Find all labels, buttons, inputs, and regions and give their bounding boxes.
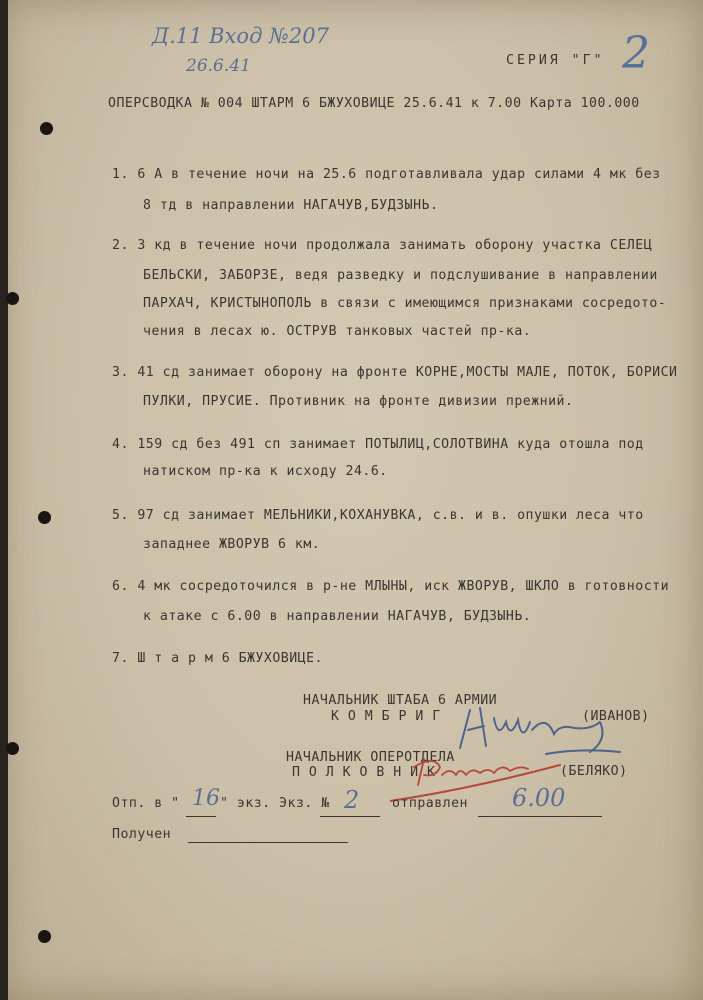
ops-chief-name: (БЕЛЯКО) bbox=[560, 764, 628, 779]
binding-hole bbox=[6, 742, 19, 755]
footer-printed-prefix: Отп. в " bbox=[112, 796, 180, 811]
footer-copies: 16 bbox=[192, 786, 220, 811]
paragraph-line: 5. 97 сд занимает МЕЛЬНИКИ,КОХАНУВКА, с.в. и в. опушки леса что bbox=[112, 508, 644, 523]
paragraph-line: ПУЛКИ, ПРУСИЕ. Противник на фронте дивизии прежний. bbox=[143, 394, 574, 409]
binding-hole bbox=[38, 930, 51, 943]
copy-no-underline bbox=[320, 816, 380, 817]
paragraph-line: 6. 4 мк сосредоточился в р-не МЛЫНЫ, иск ЖВОРУВ, ШКЛО в готовности bbox=[112, 579, 670, 594]
paragraph-line: чения в лесах ю. ОСТРУВ танковых частей пр-ка. bbox=[143, 324, 532, 339]
paragraph-line: 4. 159 сд без 491 сп занимает ПОТЫЛИЦ,СОЛОТВИНА куда отошла под bbox=[112, 437, 644, 452]
chief-of-staff-name: (ИВАНОВ) bbox=[582, 709, 650, 724]
copies-underline bbox=[186, 816, 216, 817]
series-label: СЕРИЯ "Г" bbox=[506, 53, 605, 68]
sent-time-underline bbox=[478, 816, 602, 817]
paragraph-line: 8 тд в направлении НАГАЧУВ,БУДЗЫНЬ. bbox=[143, 198, 439, 213]
paragraph-line: 3. 41 сд занимает оборону на фронте КОРНЕ,МОСТЫ МАЛЕ, ПОТОК, БОРИСИ bbox=[112, 365, 678, 380]
paragraph-line: 2. 3 кд в течение ночи продолжала занимать оборону участка СЕЛЕЦ bbox=[112, 238, 653, 253]
received-blank-line bbox=[188, 842, 348, 843]
ops-chief-title: НАЧАЛЬНИК ОПЕРОТДЕЛА bbox=[286, 750, 455, 765]
report-header: ОПЕРСВОДКА № 004 ШТАРМ 6 БЖУХОВИЦЕ 25.6.41 к 7.00 Карта 100.000 bbox=[108, 96, 640, 111]
footer-sent-label: отправлен bbox=[392, 796, 468, 811]
page-torn-edge bbox=[0, 0, 8, 1000]
series-number: 2 bbox=[622, 28, 650, 79]
paragraph-line: БЕЛЬСКИ, ЗАБОРЗЕ, ведя разведку и подслушивание в направлении bbox=[143, 268, 658, 283]
archive-note-line1: Д.11 Вход №207 bbox=[152, 24, 330, 48]
paragraph-line: к атаке с 6.00 в направлении НАГАЧУВ, БУДЗЫНЬ. bbox=[143, 609, 532, 624]
paragraph-line: натиском пр-ка к исходу 24.6. bbox=[143, 464, 388, 479]
footer-copy-no: 2 bbox=[344, 786, 360, 814]
binding-hole bbox=[38, 511, 51, 524]
archive-note-line2: 26.6.41 bbox=[186, 56, 251, 76]
footer-sent-time: 6.00 bbox=[512, 784, 566, 812]
paragraph-line: западнее ЖВОРУВ 6 км. bbox=[143, 537, 321, 552]
chief-of-staff-title: НАЧАЛЬНИК ШТАБА 6 АРМИИ bbox=[303, 693, 498, 708]
footer-printed-mid: " экз. Экз. № bbox=[220, 796, 330, 811]
footer-received-label: Получен bbox=[112, 827, 172, 842]
paragraph-line: ПАРХАЧ, КРИСТЫНОПОЛЬ в связи с имеющимся признаками сосредото- bbox=[143, 296, 667, 311]
chief-of-staff-rank: К О М Б Р И Г bbox=[331, 709, 441, 724]
paragraph-line: 7. Ш т а р м 6 БЖУХОВИЦЕ. bbox=[112, 651, 323, 666]
ops-chief-rank: П О Л К О В Н И К bbox=[292, 765, 436, 780]
paragraph-line: 1. 6 А в течение ночи на 25.6 подготавливала удар силами 4 мк без bbox=[112, 167, 661, 182]
binding-hole bbox=[6, 292, 19, 305]
binding-hole bbox=[40, 122, 53, 135]
